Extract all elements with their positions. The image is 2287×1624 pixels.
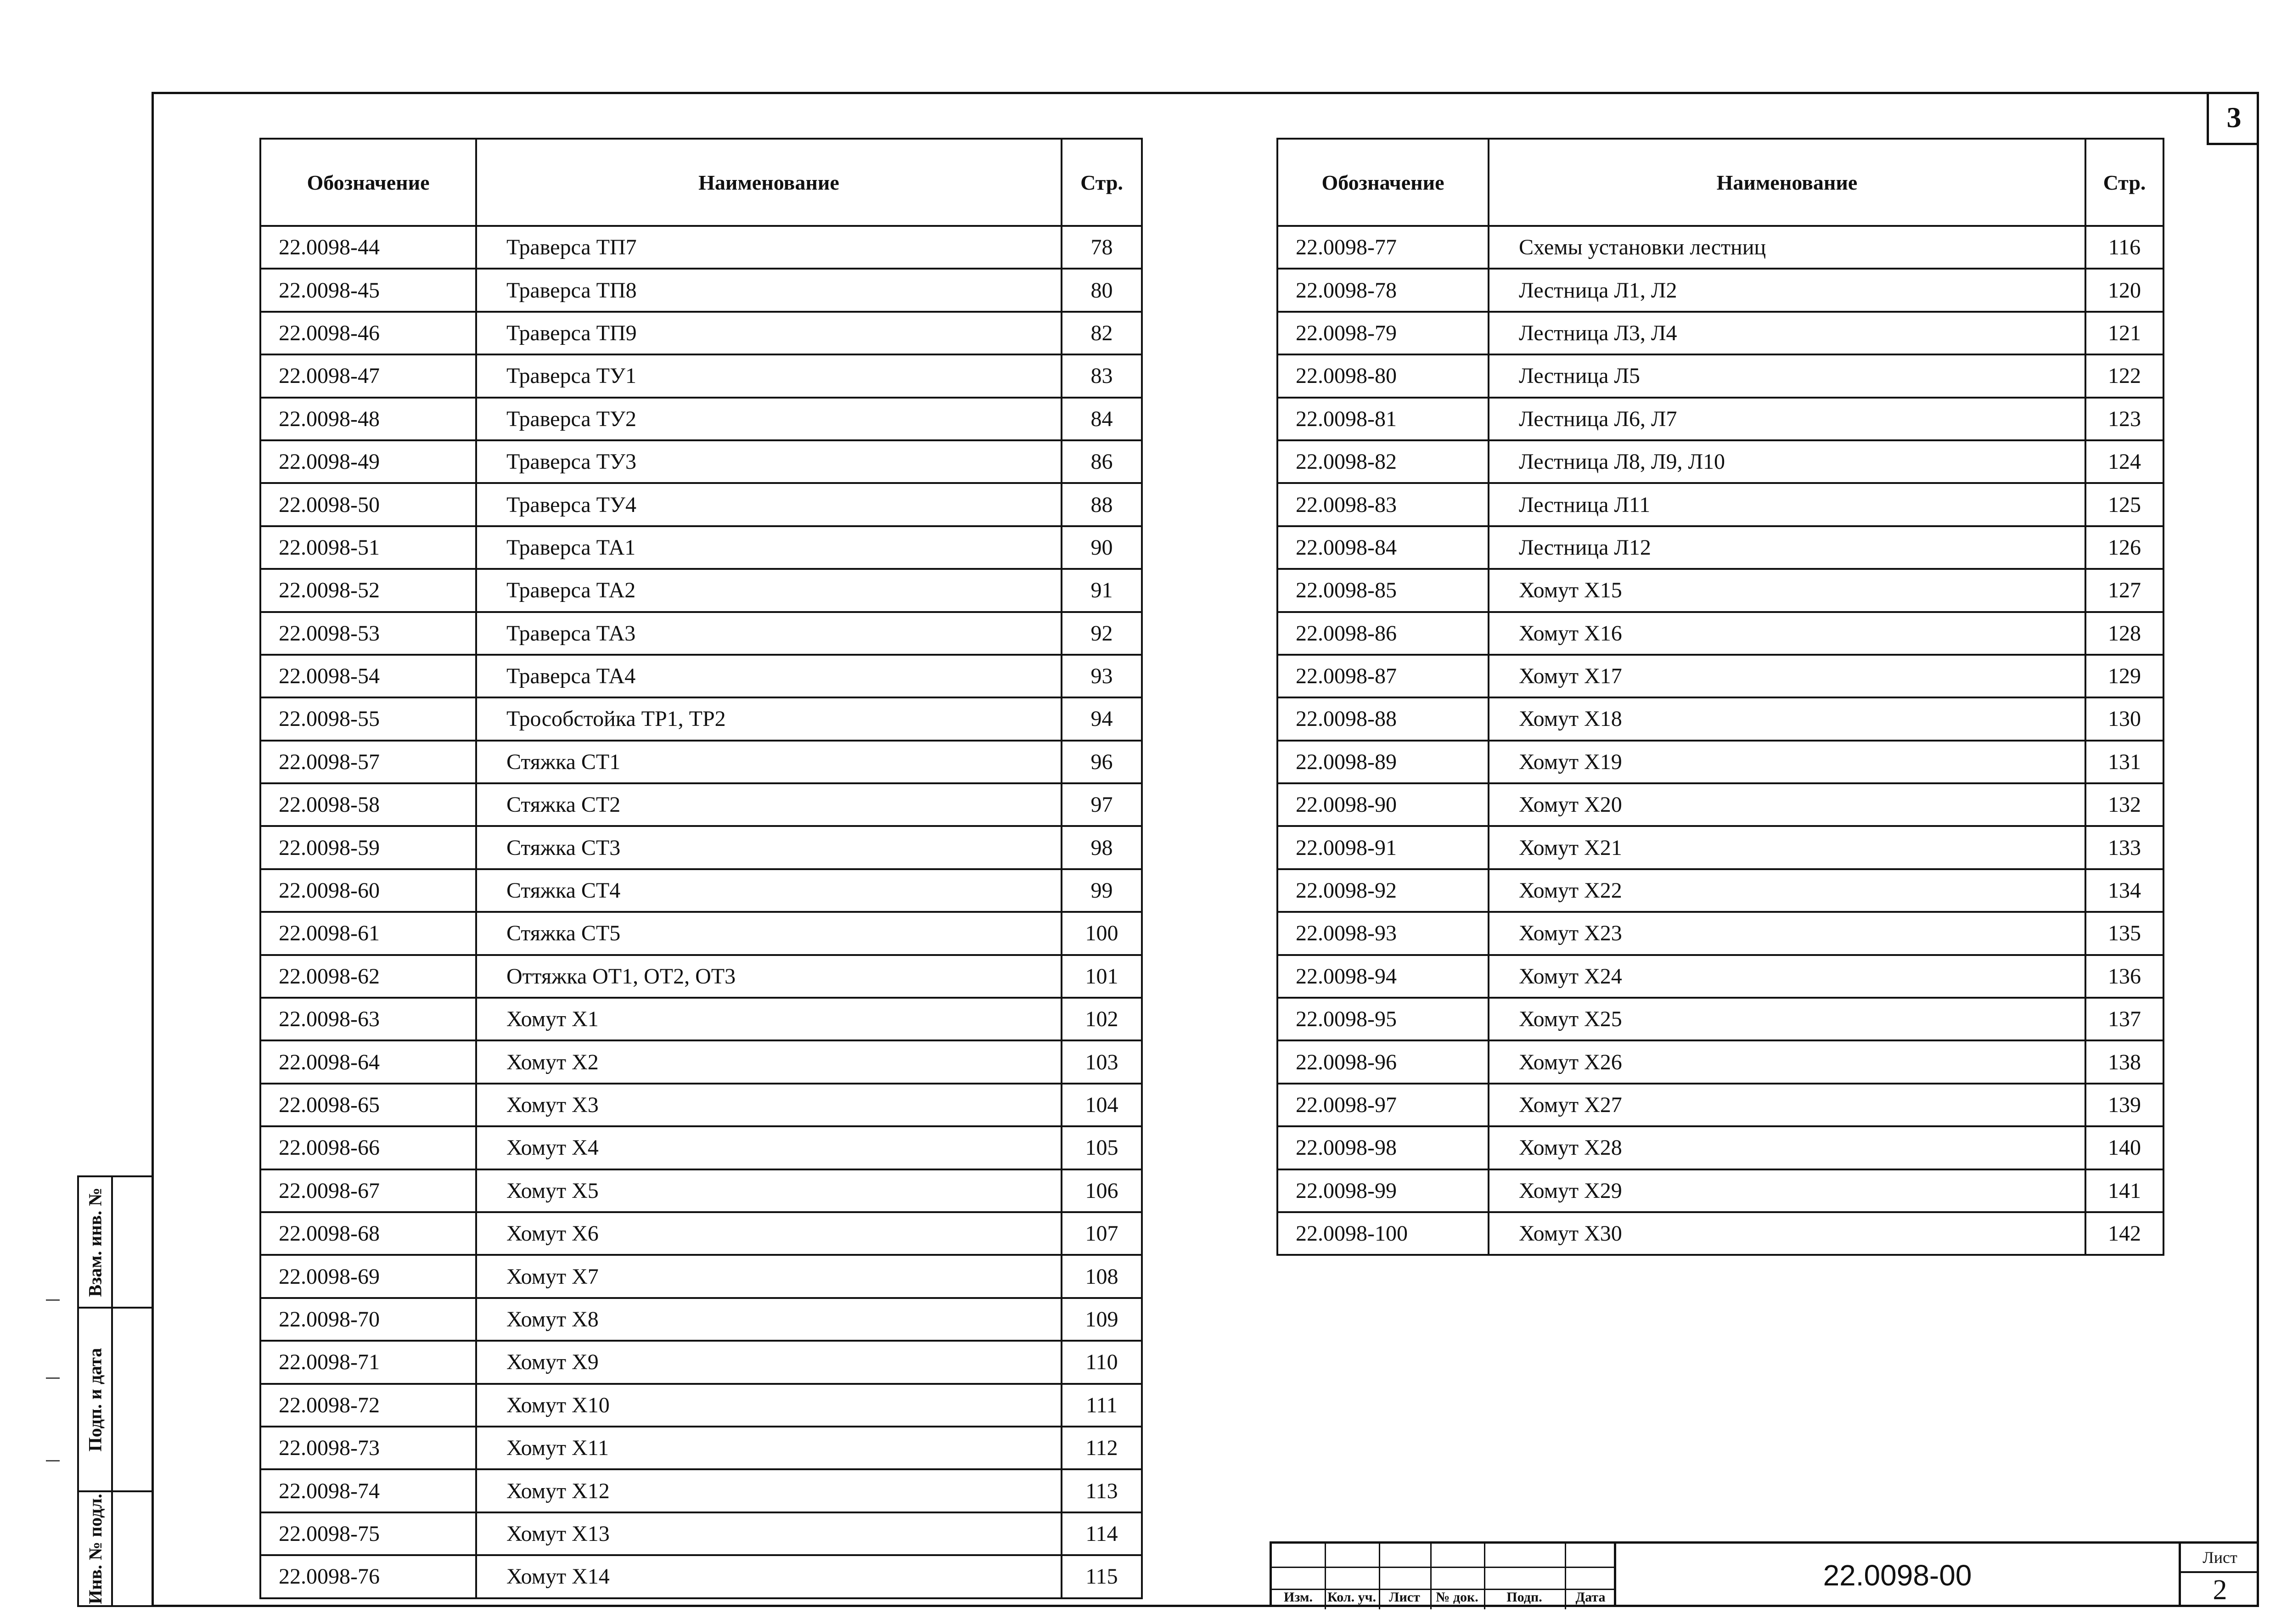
row-page: 102	[1062, 998, 1142, 1040]
row-code: 22.0098-86	[1277, 612, 1489, 655]
table-row	[260, 655, 1142, 697]
row-page: 141	[2085, 1169, 2163, 1212]
row-name: Хомут Х29	[1489, 1169, 2085, 1212]
row-name: Хомут Х30	[1489, 1212, 2085, 1255]
index-table-left	[259, 138, 1143, 1599]
row-name: Лестница Л11	[1489, 483, 2085, 526]
table-header	[260, 139, 1142, 226]
row-name: Стяжка СТ3	[476, 826, 1062, 869]
stamp-inv-replace	[77, 1175, 152, 1309]
row-page: 104	[1062, 1084, 1142, 1126]
row-code: 22.0098-71	[260, 1341, 476, 1383]
row-code: 22.0098-45	[260, 269, 476, 311]
row-code: 22.0098-77	[1277, 226, 1489, 269]
row-name: Лестница Л12	[1489, 526, 2085, 569]
row-name: Хомут Х3	[476, 1084, 1062, 1126]
row-name: Хомут Х5	[476, 1169, 1062, 1212]
sheet-box	[2179, 1541, 2259, 1607]
row-code: 22.0098-47	[260, 354, 476, 397]
row-page: 96	[1062, 741, 1142, 783]
row-name: Схемы установки лестниц	[1489, 226, 2085, 269]
table-row	[1277, 354, 2163, 397]
table-row	[1277, 783, 2163, 826]
row-code: 22.0098-99	[1277, 1169, 1489, 1212]
row-name: Хомут Х22	[1489, 869, 2085, 912]
table-row	[260, 1341, 1142, 1383]
row-code: 22.0098-81	[1277, 398, 1489, 440]
table-row	[1277, 612, 2163, 655]
row-code: 22.0098-63	[260, 998, 476, 1040]
row-name: Хомут Х15	[1489, 569, 2085, 612]
row-name: Хомут Х21	[1489, 826, 2085, 869]
row-page: 125	[2085, 483, 2163, 526]
row-page: 120	[2085, 269, 2163, 311]
col-doc-no: № док.	[1436, 1590, 1478, 1605]
table-row	[260, 1298, 1142, 1341]
stamp-sign-date	[77, 1307, 152, 1492]
table-row	[1277, 269, 2163, 311]
row-code: 22.0098-53	[260, 612, 476, 655]
row-page: 123	[2085, 398, 2163, 440]
row-page: 101	[1062, 955, 1142, 998]
table-row	[260, 1469, 1142, 1512]
table-row	[1277, 483, 2163, 526]
header-page: Стр.	[2085, 139, 2163, 226]
row-code: 22.0098-70	[260, 1298, 476, 1341]
row-page: 91	[1062, 569, 1142, 612]
row-page: 122	[2085, 354, 2163, 397]
row-name: Стяжка СТ5	[476, 912, 1062, 955]
row-page: 139	[2085, 1084, 2163, 1126]
table-row	[260, 440, 1142, 483]
row-code: 22.0098-48	[260, 398, 476, 440]
row-page: 107	[1062, 1212, 1142, 1255]
header-code: Обозначение	[1277, 139, 1489, 226]
table-row	[1277, 955, 2163, 998]
row-name: Хомут Х1	[476, 998, 1062, 1040]
row-name: Траверса ТУ4	[476, 483, 1062, 526]
table-row	[1277, 526, 2163, 569]
row-name: Хомут Х24	[1489, 955, 2085, 998]
row-code: 22.0098-96	[1277, 1040, 1489, 1083]
table-row	[1277, 312, 2163, 354]
row-code: 22.0098-61	[260, 912, 476, 955]
row-code: 22.0098-51	[260, 526, 476, 569]
table-row	[1277, 912, 2163, 955]
row-page: 140	[2085, 1126, 2163, 1169]
row-code: 22.0098-91	[1277, 826, 1489, 869]
table-row	[1277, 826, 2163, 869]
row-name: Хомут Х26	[1489, 1040, 2085, 1083]
row-name: Трособстойка ТР1, ТР2	[476, 697, 1062, 740]
row-page: 100	[1062, 912, 1142, 955]
row-page: 94	[1062, 697, 1142, 740]
table-row	[1277, 398, 2163, 440]
row-code: 22.0098-90	[1277, 783, 1489, 826]
row-name: Стяжка СТ1	[476, 741, 1062, 783]
row-code: 22.0098-59	[260, 826, 476, 869]
table-row	[1277, 655, 2163, 697]
row-page: 97	[1062, 783, 1142, 826]
row-name: Траверса ТУ3	[476, 440, 1062, 483]
row-page: 108	[1062, 1255, 1142, 1298]
row-name: Хомут Х11	[476, 1427, 1062, 1469]
col-sign: Подп.	[1506, 1590, 1542, 1605]
table-row	[1277, 869, 2163, 912]
row-code: 22.0098-64	[260, 1040, 476, 1083]
row-name: Стяжка СТ2	[476, 783, 1062, 826]
row-name: Хомут Х17	[1489, 655, 2085, 697]
document-code: 22.0098-00	[1614, 1541, 2179, 1607]
row-name: Траверса ТУ1	[476, 354, 1062, 397]
row-name: Хомут Х23	[1489, 912, 2085, 955]
table-row	[260, 1512, 1142, 1555]
row-page: 80	[1062, 269, 1142, 311]
row-page: 137	[2085, 998, 2163, 1040]
row-page: 142	[2085, 1212, 2163, 1255]
row-page: 111	[1062, 1384, 1142, 1427]
row-name: Хомут Х6	[476, 1212, 1062, 1255]
row-page: 90	[1062, 526, 1142, 569]
row-name: Хомут Х8	[476, 1298, 1062, 1341]
row-code: 22.0098-78	[1277, 269, 1489, 311]
table-row	[260, 741, 1142, 783]
row-code: 22.0098-83	[1277, 483, 1489, 526]
row-name: Хомут Х14	[476, 1555, 1062, 1598]
row-name: Лестница Л5	[1489, 354, 2085, 397]
margin-tick	[46, 1377, 60, 1379]
col-kol-uch: Кол. уч.	[1327, 1590, 1377, 1605]
stamp-inv-orig	[77, 1490, 152, 1607]
row-name: Траверса ТП9	[476, 312, 1062, 354]
table-row	[260, 612, 1142, 655]
row-code: 22.0098-68	[260, 1212, 476, 1255]
sheet-number: 2	[2213, 1574, 2227, 1606]
row-code: 22.0098-75	[260, 1512, 476, 1555]
row-code: 22.0098-87	[1277, 655, 1489, 697]
header-code: Обозначение	[260, 139, 476, 226]
table-row	[260, 998, 1142, 1040]
row-page: 99	[1062, 869, 1142, 912]
row-page: 115	[1062, 1555, 1142, 1598]
table-row	[1277, 1126, 2163, 1169]
row-code: 22.0098-76	[260, 1555, 476, 1598]
table-row	[260, 697, 1142, 740]
stamp-label: Взам. инв. №	[84, 1187, 106, 1297]
row-page: 88	[1062, 483, 1142, 526]
table-row	[260, 783, 1142, 826]
revision-grid	[1270, 1541, 1614, 1607]
row-code: 22.0098-58	[260, 783, 476, 826]
row-code: 22.0098-62	[260, 955, 476, 998]
table-row	[1277, 440, 2163, 483]
row-code: 22.0098-88	[1277, 697, 1489, 740]
row-name: Оттяжка ОТ1, ОТ2, ОТ3	[476, 955, 1062, 998]
row-name: Траверса ТА2	[476, 569, 1062, 612]
row-page: 103	[1062, 1040, 1142, 1083]
row-name: Хомут Х12	[476, 1469, 1062, 1512]
sheet-label: Лист	[2181, 1544, 2259, 1573]
table-row	[260, 1126, 1142, 1169]
table-row	[260, 826, 1142, 869]
row-name: Лестница Л3, Л4	[1489, 312, 2085, 354]
row-name: Лестница Л6, Л7	[1489, 398, 2085, 440]
row-page: 86	[1062, 440, 1142, 483]
row-name: Хомут Х4	[476, 1126, 1062, 1169]
table-row	[260, 526, 1142, 569]
row-name: Лестница Л1, Л2	[1489, 269, 2085, 311]
table-row	[260, 1040, 1142, 1083]
header-name: Наименование	[1489, 139, 2085, 226]
row-page: 136	[2085, 955, 2163, 998]
row-name: Траверса ТА4	[476, 655, 1062, 697]
table-row	[260, 1427, 1142, 1469]
row-code: 22.0098-55	[260, 697, 476, 740]
table-row	[260, 269, 1142, 311]
row-name: Хомут Х25	[1489, 998, 2085, 1040]
row-page: 121	[2085, 312, 2163, 354]
row-code: 22.0098-97	[1277, 1084, 1489, 1126]
row-name: Хомут Х20	[1489, 783, 2085, 826]
row-page: 116	[2085, 226, 2163, 269]
row-name: Хомут Х7	[476, 1255, 1062, 1298]
row-code: 22.0098-69	[260, 1255, 476, 1298]
row-page: 130	[2085, 697, 2163, 740]
table-row	[1277, 697, 2163, 740]
row-page: 78	[1062, 226, 1142, 269]
row-page: 84	[1062, 398, 1142, 440]
row-code: 22.0098-74	[260, 1469, 476, 1512]
row-name: Траверса ТУ2	[476, 398, 1062, 440]
row-name: Стяжка СТ4	[476, 869, 1062, 912]
table-row	[260, 398, 1142, 440]
row-code: 22.0098-79	[1277, 312, 1489, 354]
row-page: 131	[2085, 741, 2163, 783]
row-code: 22.0098-95	[1277, 998, 1489, 1040]
row-code: 22.0098-98	[1277, 1126, 1489, 1169]
row-code: 22.0098-85	[1277, 569, 1489, 612]
row-code: 22.0098-80	[1277, 354, 1489, 397]
row-code: 22.0098-100	[1277, 1212, 1489, 1255]
table-row	[1277, 998, 2163, 1040]
row-page: 83	[1062, 354, 1142, 397]
table-row	[1277, 741, 2163, 783]
row-code: 22.0098-44	[260, 226, 476, 269]
row-page: 110	[1062, 1341, 1142, 1383]
margin-tick	[46, 1460, 60, 1461]
table-row	[1277, 1084, 2163, 1126]
row-code: 22.0098-67	[260, 1169, 476, 1212]
row-name: Траверса ТА1	[476, 526, 1062, 569]
table-row	[260, 912, 1142, 955]
row-name: Лестница Л8, Л9, Л10	[1489, 440, 2085, 483]
table-row	[1277, 1169, 2163, 1212]
col-list: Лист	[1389, 1590, 1420, 1605]
row-page: 128	[2085, 612, 2163, 655]
row-page: 105	[1062, 1126, 1142, 1169]
row-code: 22.0098-84	[1277, 526, 1489, 569]
row-name: Траверса ТА3	[476, 612, 1062, 655]
page-number: 3	[2207, 92, 2259, 145]
table-row	[260, 869, 1142, 912]
row-page: 129	[2085, 655, 2163, 697]
row-name: Хомут Х10	[476, 1384, 1062, 1427]
row-name: Хомут Х13	[476, 1512, 1062, 1555]
header-page: Стр.	[1062, 139, 1142, 226]
row-name: Хомут Х28	[1489, 1126, 2085, 1169]
row-page: 127	[2085, 569, 2163, 612]
row-name: Хомут Х2	[476, 1040, 1062, 1083]
row-code: 22.0098-52	[260, 569, 476, 612]
row-name: Хомут Х9	[476, 1341, 1062, 1383]
row-page: 126	[2085, 526, 2163, 569]
index-table-right	[1276, 138, 2164, 1256]
table-row	[1277, 1040, 2163, 1083]
margin-tick	[46, 1299, 60, 1301]
row-name: Хомут Х27	[1489, 1084, 2085, 1126]
row-page: 133	[2085, 826, 2163, 869]
row-code: 22.0098-92	[1277, 869, 1489, 912]
row-code: 22.0098-73	[260, 1427, 476, 1469]
row-page: 138	[2085, 1040, 2163, 1083]
table-row	[260, 1169, 1142, 1212]
row-code: 22.0098-89	[1277, 741, 1489, 783]
row-code: 22.0098-50	[260, 483, 476, 526]
table-row	[260, 1255, 1142, 1298]
row-code: 22.0098-49	[260, 440, 476, 483]
row-page: 109	[1062, 1298, 1142, 1341]
row-code: 22.0098-57	[260, 741, 476, 783]
table-row	[260, 483, 1142, 526]
row-name: Траверса ТП8	[476, 269, 1062, 311]
row-name: Хомут Х19	[1489, 741, 2085, 783]
row-code: 22.0098-66	[260, 1126, 476, 1169]
table-row	[1277, 569, 2163, 612]
col-izm: Изм.	[1284, 1590, 1313, 1605]
table-row	[260, 1384, 1142, 1427]
row-name: Траверса ТП7	[476, 226, 1062, 269]
row-page: 82	[1062, 312, 1142, 354]
table-row	[260, 1084, 1142, 1126]
table-row	[260, 312, 1142, 354]
row-page: 124	[2085, 440, 2163, 483]
row-page: 98	[1062, 826, 1142, 869]
col-date: Дата	[1575, 1590, 1606, 1605]
row-page: 113	[1062, 1469, 1142, 1512]
row-page: 114	[1062, 1512, 1142, 1555]
row-page: 135	[2085, 912, 2163, 955]
row-code: 22.0098-93	[1277, 912, 1489, 955]
stamp-label: Подп. и дата	[84, 1348, 106, 1451]
row-page: 106	[1062, 1169, 1142, 1212]
row-page: 93	[1062, 655, 1142, 697]
table-row	[260, 1555, 1142, 1598]
row-code: 22.0098-94	[1277, 955, 1489, 998]
row-code: 22.0098-72	[260, 1384, 476, 1427]
row-code: 22.0098-54	[260, 655, 476, 697]
row-code: 22.0098-82	[1277, 440, 1489, 483]
table-row	[1277, 226, 2163, 269]
row-page: 132	[2085, 783, 2163, 826]
row-page: 92	[1062, 612, 1142, 655]
table-row	[260, 955, 1142, 998]
table-header	[1277, 139, 2163, 226]
table-row	[260, 226, 1142, 269]
table-row	[260, 569, 1142, 612]
row-code: 22.0098-65	[260, 1084, 476, 1126]
row-page: 134	[2085, 869, 2163, 912]
row-page: 112	[1062, 1427, 1142, 1469]
table-row	[260, 354, 1142, 397]
stamp-label: Инв. № подл.	[84, 1493, 106, 1604]
header-name: Наименование	[476, 139, 1062, 226]
row-code: 22.0098-46	[260, 312, 476, 354]
table-row	[1277, 1212, 2163, 1255]
table-row	[260, 1212, 1142, 1255]
row-name: Хомут Х16	[1489, 612, 2085, 655]
title-block	[1270, 1541, 2259, 1607]
row-name: Хомут Х18	[1489, 697, 2085, 740]
row-code: 22.0098-60	[260, 869, 476, 912]
